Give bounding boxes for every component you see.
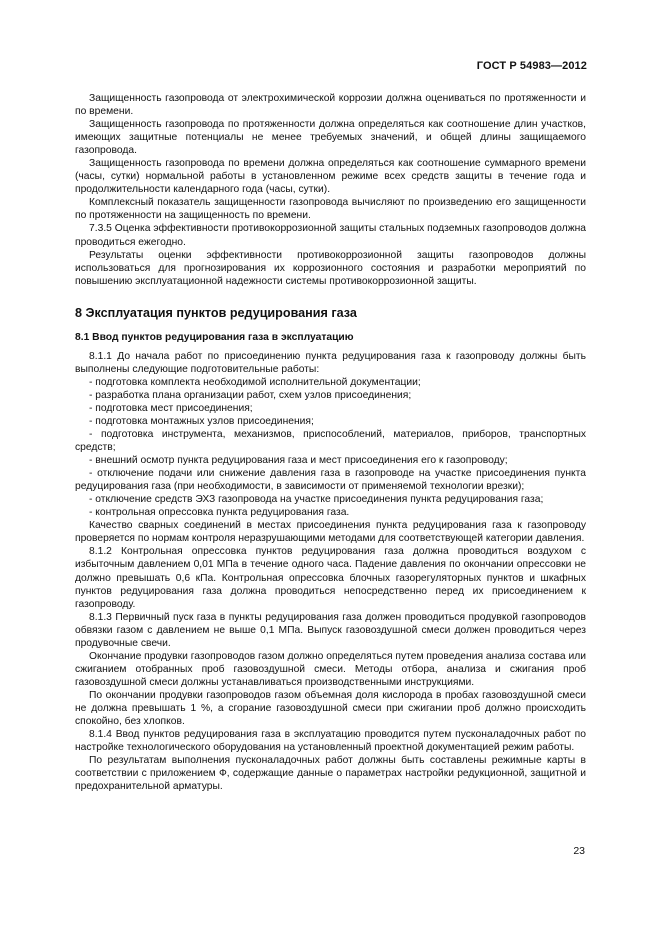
paragraph-oxygen-limit: По окончании продувки газопроводов газом объемная доля кислорода в пробах газовоздушной смеси не должна превышать 1 %, а сгорание газовоздушной смеси при сжигании проб должно происходить спокойно, без хлопков.: [75, 689, 586, 728]
paragraph-evaluation-results: Результаты оценки эффективности противокоррозионной защиты газопроводов должны использоваться для прогнозирования их коррозионного состояния и разработки мероприятий по повышению эксплуатационной надежности системы противокоррозионной защиты.: [75, 249, 586, 287]
paragraph-protection-time: Защищенность газопровода по времени должна определяться как соотношение суммарного времени (часы, сутки) нормальной работы в установленном режиме всех средств защиты в течение года и продолжительности календарного года (часы, сутки).: [75, 158, 586, 196]
paragraph-commissioning-results: По результатам выполнения пусконаладочных работ должны быть составлены режимные карты в соответствии с приложением Ф, содержащие данные о параметрах настройки редукционной, защитной и предохранительной арматуры.: [75, 755, 586, 793]
paragraph-8-1-2: 8.1.2 Контрольная опрессовка пунктов редуцирования газа должна проводиться воздухом с избыточным давлением 0,01 МПа в течение одного часа. Падение давления по окончании опрессовки не должно превышать 0,6 кПа. Контрольная опрессовка блочных газорегуляторных пунктов и шкафных пунктов редуцирования газа должна проводиться непосредственно перед их присоединением к газопроводу.: [75, 546, 586, 610]
list-item: - отключение средств ЭХЗ газопровода на участке присоединения пункта редуцирования газа;: [89, 494, 544, 506]
paragraph-complex-indicator: Комплексный показатель защищенности газопровода вычисляют по произведению его защищенности по протяженности на защищенность по времени.: [75, 197, 586, 222]
list-item: - подготовка комплекта необходимой исполнительной документации;: [89, 376, 421, 388]
page-number: 23: [573, 845, 585, 857]
list-item: - подготовка монтажных узлов присоединения;: [89, 415, 314, 427]
subsection-8-1-title: 8.1 Ввод пунктов редуцирования газа в эксплуатацию: [75, 331, 354, 343]
document-body: [75, 92, 586, 793]
section-8-title: 8 Эксплуатация пунктов редуцирования газа: [75, 305, 357, 320]
paragraph-protection-overview: Защищенность газопровода от электрохимической коррозии должна оцениваться по протяженности и по времени.: [75, 93, 586, 118]
list-item: - разработка плана организации работ, схем узлов присоединения;: [89, 389, 412, 401]
list-item: - подготовка инструмента, механизмов, приспособлений, материалов, приборов, транспортных средств;: [75, 428, 586, 454]
list-item: - подготовка мест присоединения;: [89, 402, 253, 414]
paragraph-8-1-3: 8.1.3 Первичный пуск газа в пункты редуцирования газа должен проводиться продувкой газопроводов обвязки газом с давлением не выше 0,1 МПа. Выпуск газовоздушной смеси должен проводиться через продувочные свечи.: [75, 611, 586, 649]
list-item: - отключение подачи или снижение давления газа в газопроводе на участке присоединения пункта редуцирования газа (при необходимости, в зависимости от применяемой технологии врезки);: [75, 468, 586, 493]
list-item: - внешний осмотр пункта редуцирования газа и мест присоединения его к газопроводу;: [89, 455, 508, 467]
list-item: - контрольная опрессовка пункта редуцирования газа.: [89, 507, 350, 519]
paragraph-protection-length: Защищенность газопровода по протяженности должна определяться как соотношение длин участков, имеющих защитные потенциалы не менее требуемых значений, и общей длины защищаемого газопровода.: [75, 119, 586, 157]
paragraph-purge-end: Окончание продувки газопроводов газом должно определяться путем проведения анализа состава или сжиганием отобранных проб газовоздушной смеси. Методы отбора, анализа и сжигания проб газовоздушной смеси должны устанавливаться производственными инструкциями.: [75, 650, 587, 688]
paragraph-8-1-4: 8.1.4 Ввод пунктов редуцирования газа в эксплуатацию проводится путем пусконаладочных работ по настройке технологического оборудования на установленный проектной документацией режим работы.: [75, 729, 586, 754]
document-code-header: ГОСТ Р 54983—2012: [476, 60, 587, 72]
paragraph-7-3-5: 7.3.5 Оценка эффективности противокоррозионной защиты стальных подземных газопроводов должна проводиться ежегодно.: [75, 223, 586, 248]
paragraph-weld-quality: Качество сварных соединений в местах присоединения пункта редуцирования газа к газопроводу проверяется по нормам контроля неразрушающими методами для соответствующей категории давления.: [75, 520, 586, 545]
paragraph-8-1-1: 8.1.1 До начала работ по присоединению пункта редуцирования газа к газопроводу должны быть выполнены следующие подготовительные работы:: [75, 350, 586, 375]
